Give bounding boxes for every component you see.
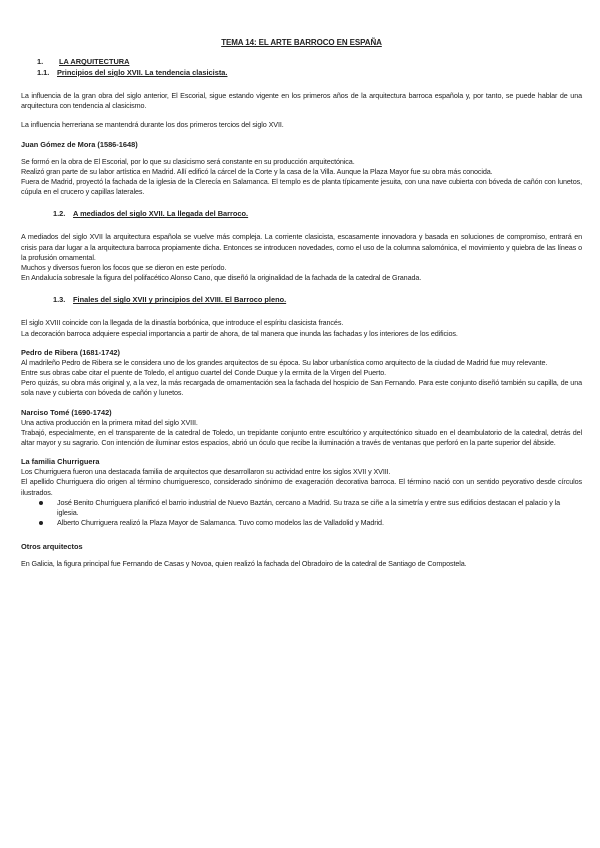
paragraph: Trabajó, especialmente, en el transparente de la catedral de Toledo, un trepidante conjunto entre escultórico y arquitectónico situado en el deambulatorio de la catedral, detrás del altar mayor y su sagrario. Con intención de iluminar estos espacios, abrió un óculo que recibe la iluminación a través de ventanas que perforó en la parte superior del ábside. [21, 427, 582, 448]
subsection-title: Principios del siglo XVII. La tendencia clasicista. [57, 68, 228, 77]
paragraph: La influencia herreriana se mantendrá durante los dos primeros tercios del siglo XVII. [21, 120, 284, 130]
subsection-heading-1-2 [53, 209, 582, 218]
document-title: TEMA 14: EL ARTE BARROCO EN ESPAÑA [221, 38, 382, 47]
architect-heading-gomez-de-mora: Juan Gómez de Mora (1586-1648) [21, 139, 138, 149]
architect-heading-churriguera: La familia Churriguera [21, 457, 100, 467]
paragraph: La decoración barroca adquiere especial importancia a partir de ahora, de tal manera que inunda las fachadas y los interiores de los edificios. [21, 328, 458, 338]
paragraph: Los Churriguera fueron una destacada familia de arquitectos que desarrollaron su actividad entre los siglos XVII y XVIII. [21, 467, 391, 477]
list-item: Alberto Churriguera realizó la Plaza Mayor de Salamanca. Tuvo como modelos las de Valladolid y Madrid. [39, 518, 582, 528]
paragraph: El siglo XVIII coincide con la llegada de la dinastía borbónica, que introduce el espíritu clasicista francés. [21, 318, 344, 328]
list-item: José Benito Churriguera planificó el barrio industrial de Nuevo Baztán, cercano a Madrid. Su traza se ciñe a la simetría y entre sus edificios destacan el palacio y la iglesia. [39, 498, 582, 518]
paragraph: En Andalucía sobresale la figura del polifacético Alonso Cano, que diseñó la originalidad de la fachada de la catedral de Granada. [21, 273, 422, 283]
paragraph: Se formó en la obra de El Escorial, por lo que su clasicismo será constante en su producción arquitectónica. [21, 156, 355, 166]
paragraph: Muchos y diversos fueron los focos que se dieron en este período. [21, 263, 227, 273]
bullet-icon [39, 521, 43, 525]
paragraph: El apellido Churriguera dio origen al término churrigueresco, considerado sinónimo de exageración decorativa barroca. El término nació con un sentido peyorativo desde círculos ilustrados. [21, 477, 582, 497]
subsection-title: A mediados del siglo XVII. La llegada del Barroco. [73, 209, 249, 219]
subsection-number: 1.1. [37, 68, 50, 77]
architect-heading-ribera: Pedro de Ribera (1681-1742) [21, 347, 120, 357]
paragraph: La influencia de la gran obra del siglo anterior, El Escorial, sigue estando vigente en los primeros años de la arquitectura barroca española y, por tanto, se puede hablar de una arquitectura con tendencia al clasicismo. [21, 91, 582, 111]
paragraph: Fuera de Madrid, proyectó la fachada de la iglesia de la Clerecía en Salamanca. El templo es de planta típicamente jesuita, con una nave cubierta con bóveda de cañón con lunetos, cúpula en el crucero y capillas laterales. [21, 177, 582, 197]
subsection-heading-1-1 [37, 68, 582, 77]
subsection-number: 1.2. [53, 209, 66, 219]
paragraph: Pero quizás, su obra más original y, a la vez, la más recargada de ornamentación sea la fachada del hospicio de San Fernando. Para este conjunto diseñó también su capilla, de una sola nave y cubierta con bóveda de cañón y lunetos. [21, 378, 582, 398]
subsection-number: 1.3. [53, 295, 66, 305]
bullet-icon [39, 501, 43, 505]
section-title: LA ARQUITECTURA [59, 57, 130, 66]
architect-heading-otros: Otros arquitectos [21, 542, 83, 552]
paragraph: Entre sus obras cabe citar el puente de Toledo, el antiguo cuartel del Conde Duque y la ermita de la Virgen del Puerto. [21, 368, 387, 378]
paragraph: Al madrileño Pedro de Ribera se le considera uno de los grandes arquitectos de su época. Su labor urbanística como arquitecto de la ciudad de Madrid fue muy relevante. [21, 357, 548, 367]
subsection-heading-1-3 [53, 295, 582, 304]
paragraph: Una activa producción en la primera mitad del siglo XVIII. [21, 417, 198, 427]
paragraph: A mediados del siglo XVII la arquitectura española se vuelve más compleja. La corriente clasicista, escasamente innovadora y basada en soluciones de compromiso, entrará en crisis para dar lugar a la arquitectura barroca propiamente dicha. Entonces se introducen novedades, como el uso de la columna salomónica, el movimiento y quiebra de las líneas o la profusión ornamental. [21, 232, 582, 262]
paragraph: Realizó gran parte de su labor artística en Madrid. Allí edificó la cárcel de la Corte y la casa de la Villa. Aunque la Plaza Mayor fue su obra más conocida. [21, 166, 493, 176]
architect-heading-tome: Narciso Tomé (1690-1742) [21, 407, 112, 417]
section-number: 1. [37, 57, 44, 66]
section-heading-arquitectura [37, 57, 582, 66]
bullet-list [21, 498, 582, 529]
subsection-title: Finales del siglo XVII y principios del XVIII. El Barroco pleno. [73, 295, 287, 305]
paragraph: En Galicia, la figura principal fue Fernando de Casas y Novoa, quien realizó la fachada del Obradoiro de la catedral de Santiago de Compostela. [21, 559, 467, 569]
